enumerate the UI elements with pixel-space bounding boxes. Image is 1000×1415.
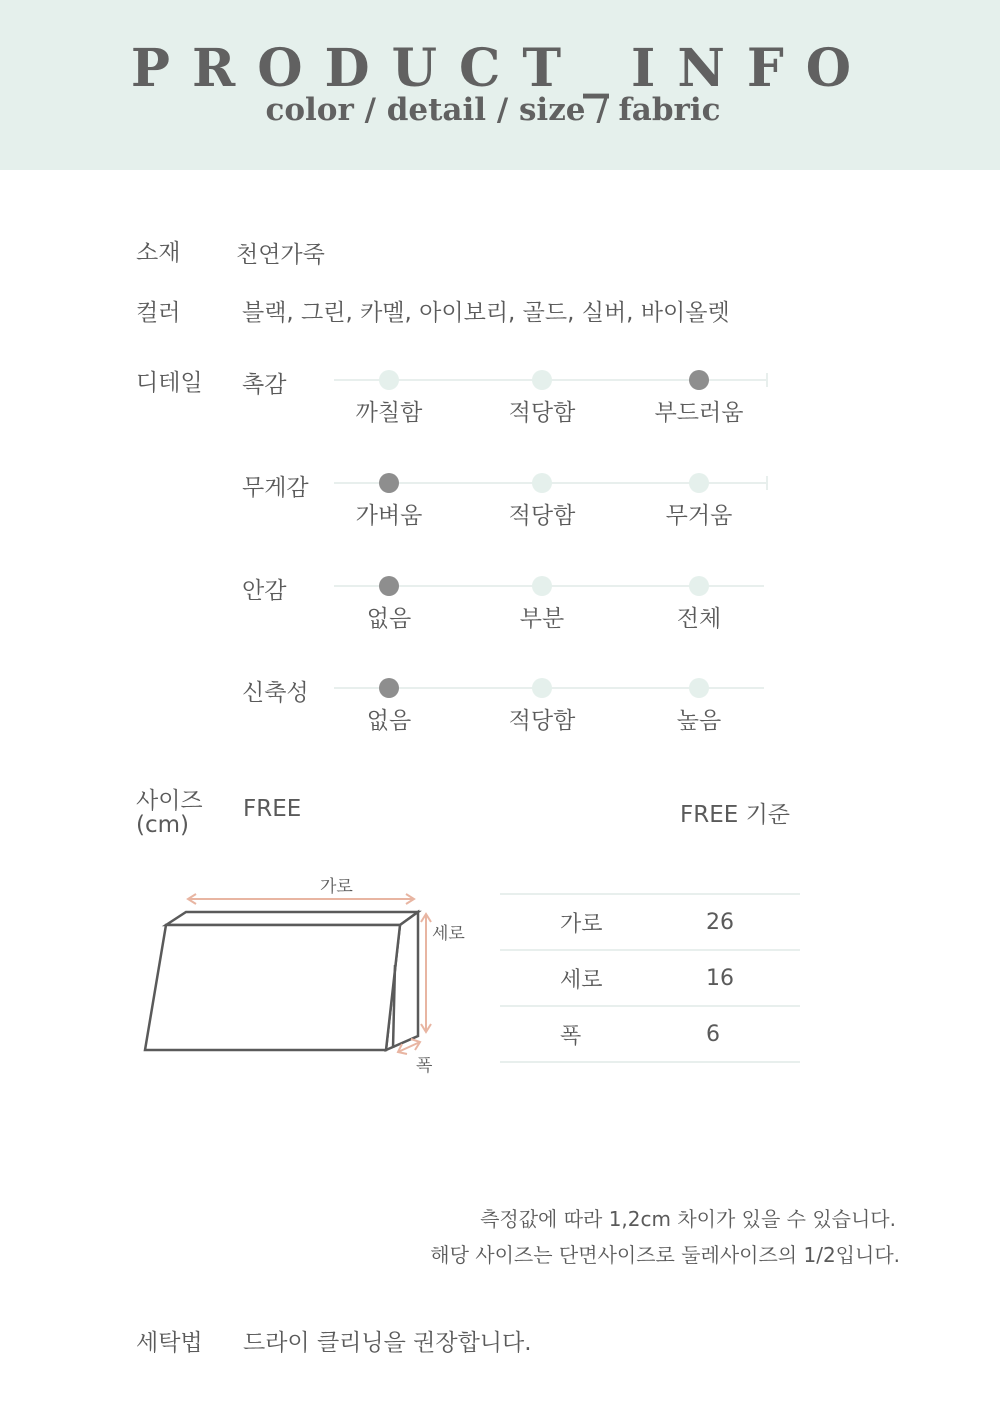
stretch-scale — [334, 676, 768, 756]
scale-option-label: 부분 — [519, 606, 565, 632]
size-label: 사이즈 — [136, 788, 203, 814]
size-val: 26 — [680, 894, 800, 950]
scale-option-label: 높음 — [676, 708, 722, 734]
lining-scale — [334, 574, 768, 654]
scale-dot — [689, 473, 709, 493]
bag-diagram — [130, 870, 480, 1085]
diagram-depth-label: 폭 — [416, 1056, 433, 1076]
scale-option-label: 없음 — [366, 606, 412, 632]
scale-option-label: 적당함 — [508, 708, 576, 734]
measurement-note: 측정값에 따라 1,2cm 차이가 있을 수 있습니다. — [480, 1207, 896, 1231]
material-label: 소재 — [136, 240, 181, 266]
size-val: 6 — [680, 1006, 800, 1062]
page-subtitle: color / detail / size / fabric — [265, 92, 721, 128]
size-key: 세로 — [500, 950, 680, 1006]
size-val: 16 — [680, 950, 800, 1006]
scale-end-tick — [766, 476, 768, 490]
table-row — [500, 1006, 800, 1062]
size-table — [500, 893, 800, 1063]
scale-dot-selected — [379, 678, 399, 698]
scale-option-label: 까칠함 — [355, 400, 423, 426]
size-unit-label: (cm) — [136, 812, 189, 838]
size-basis: FREE 기준 — [680, 802, 791, 828]
scale-dot-selected — [379, 473, 399, 493]
color-label: 컬러 — [136, 300, 181, 326]
detail-label: 디테일 — [136, 370, 203, 396]
bag-front-face — [145, 925, 400, 1050]
detail-row-name: 촉감 — [242, 372, 287, 398]
tactile-scale — [334, 368, 768, 448]
scale-dot-selected — [689, 370, 709, 390]
washing-value: 드라이 클리닝을 권장합니다. — [243, 1330, 532, 1356]
washing-label: 세탁법 — [136, 1330, 203, 1356]
detail-row-name: 무게감 — [242, 475, 309, 501]
page-title: PRODUCT_INFO — [130, 38, 874, 99]
size-key: 폭 — [500, 1006, 680, 1062]
scale-dot — [379, 370, 399, 390]
material-value: 천연가죽 — [236, 242, 325, 268]
scale-dot — [532, 678, 552, 698]
scale-option-label: 가벼움 — [355, 503, 423, 529]
scale-dot — [532, 473, 552, 493]
scale-option-label: 적당함 — [508, 400, 576, 426]
scale-dot-selected — [379, 576, 399, 596]
table-row — [500, 950, 800, 1006]
size-key: 가로 — [500, 894, 680, 950]
size-note: 해당 사이즈는 단면사이즈로 둘레사이즈의 1/2입니다. — [430, 1243, 900, 1267]
diagram-height-label: 세로 — [432, 924, 465, 944]
table-row — [500, 894, 800, 950]
scale-dot — [689, 576, 709, 596]
detail-row-name: 신축성 — [242, 680, 309, 706]
scale-option-label: 없음 — [366, 708, 412, 734]
header-banner — [0, 0, 1000, 170]
scale-end-tick — [766, 373, 768, 387]
color-value: 블랙, 그린, 카멜, 아이보리, 골드, 실버, 바이올렛 — [242, 300, 730, 326]
scale-option-label: 무거움 — [665, 503, 733, 529]
scale-option-label: 부드러움 — [654, 400, 744, 426]
scale-dot — [689, 678, 709, 698]
detail-row-name: 안감 — [242, 578, 287, 604]
diagram-width-label: 가로 — [320, 877, 353, 897]
scale-option-label: 적당함 — [508, 503, 576, 529]
size-value: FREE — [243, 796, 302, 822]
scale-option-label: 전체 — [676, 606, 722, 632]
scale-dot — [532, 370, 552, 390]
bag-top-face — [166, 912, 418, 925]
scale-dot — [532, 576, 552, 596]
weight-scale — [334, 471, 768, 551]
